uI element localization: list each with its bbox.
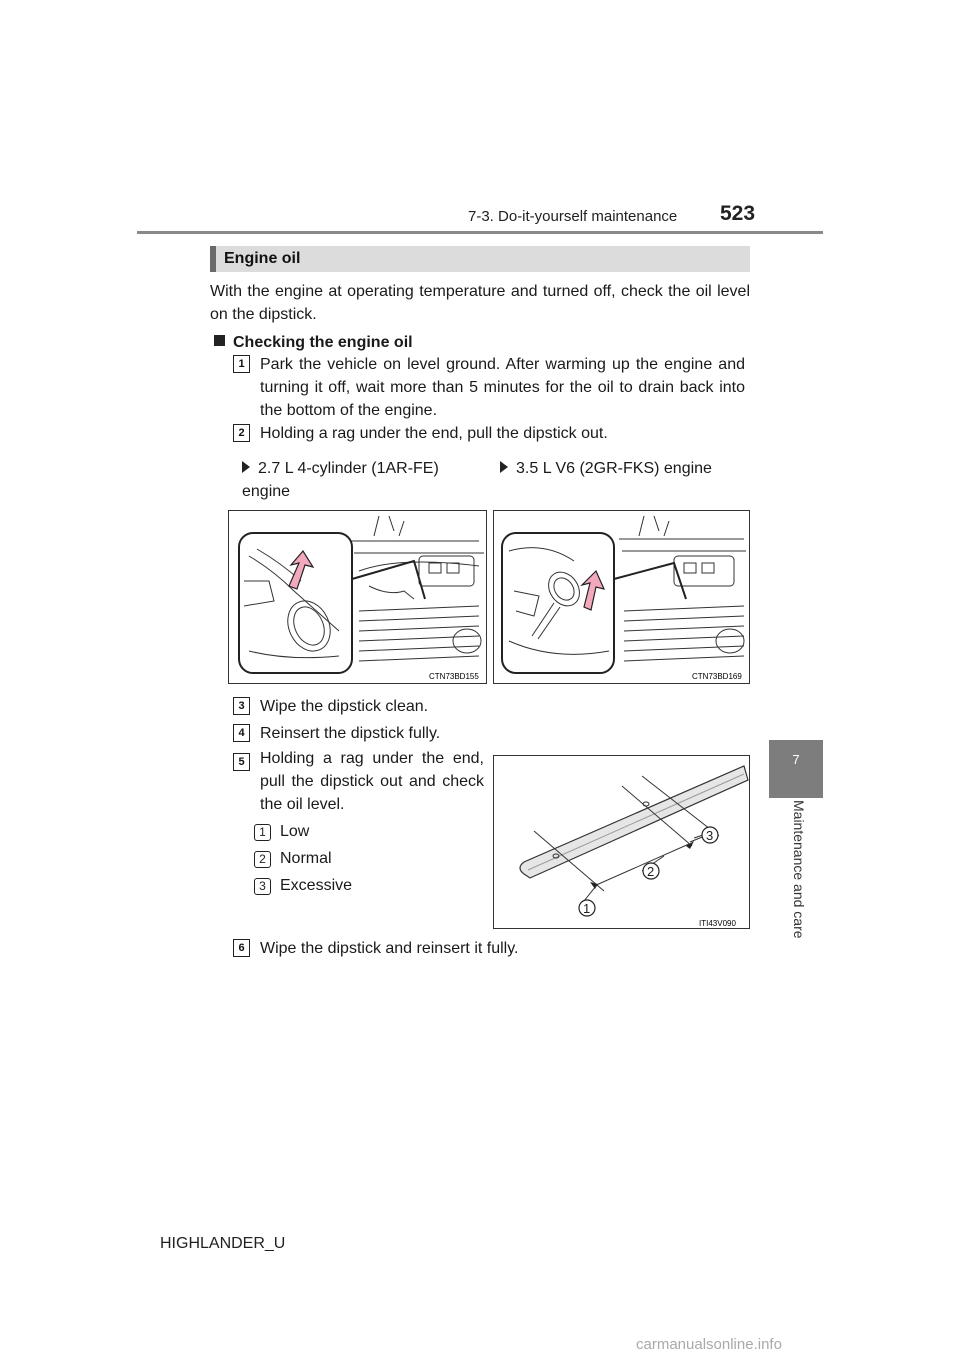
callout-3: 3 xyxy=(706,828,714,843)
subheading-text: Checking the engine oil xyxy=(233,334,413,351)
engine-illustration-4cyl xyxy=(229,511,487,684)
section-title-accent xyxy=(210,246,216,272)
step-text: Wipe the dipstick and reinsert it fully. xyxy=(260,940,519,957)
callout-1: 1 xyxy=(583,901,591,916)
step-number-box: 4 xyxy=(233,724,250,742)
engine-figure-4cyl xyxy=(228,510,487,684)
dipstick-figure xyxy=(493,755,750,929)
figure-code: CTN73BD155 xyxy=(429,672,479,681)
triangle-bullet-icon xyxy=(500,461,508,473)
step-text: Reinsert the dipstick fully. xyxy=(260,725,441,742)
legend-number: 3 xyxy=(254,878,271,895)
legend-number: 2 xyxy=(254,851,271,868)
intro-paragraph: With the engine at operating temperature and turned off, check the oil level on the dipstick. xyxy=(210,283,750,323)
figure-code: ITI43V090 xyxy=(699,919,736,928)
step-number-box: 6 xyxy=(233,939,250,957)
step-text: Park the vehicle on level ground. After warming up the engine and turning it off, wait more than 5 minutes for the oil to drain back into the bottom of the engine. xyxy=(260,356,745,419)
chapter-tab xyxy=(769,740,823,798)
legend-label: Excessive xyxy=(280,877,353,894)
step-number-box: 1 xyxy=(233,355,250,373)
section-title: Engine oil xyxy=(224,250,301,267)
subheading xyxy=(214,331,413,354)
step-number-box: 3 xyxy=(233,697,250,715)
watermark: carmanualsonline.info xyxy=(636,1336,782,1353)
legend-label: Normal xyxy=(280,850,332,867)
step-number-box: 2 xyxy=(233,424,250,442)
legend-label: Low xyxy=(280,823,310,840)
engine-illustration-v6 xyxy=(494,511,750,684)
step-text: Holding a rag under the end, pull the dipstick out. xyxy=(260,425,608,442)
header-section-title: 7-3. Do-it-yourself maintenance xyxy=(468,208,678,225)
page-number: 523 xyxy=(720,202,756,225)
callout-2: 2 xyxy=(647,864,655,879)
footer-model: HIGHLANDER_U xyxy=(160,1235,286,1252)
triangle-bullet-icon xyxy=(242,461,250,473)
chapter-tab-label: Maintenance and care xyxy=(791,800,807,939)
square-bullet-icon xyxy=(214,335,225,346)
chapter-tab-number: 7 xyxy=(792,752,800,767)
engine-figure-v6 xyxy=(493,510,750,684)
variant-label: 3.5 L V6 (2GR-FKS) engine xyxy=(500,457,750,480)
figure-code: CTN73BD169 xyxy=(692,672,742,681)
step-number-box: 5 xyxy=(233,753,250,771)
variant-label: 2.7 L 4-cylinder (1AR-FE) engine xyxy=(242,460,439,500)
header-rule xyxy=(137,231,823,234)
step-text: Wipe the dipstick clean. xyxy=(260,698,429,715)
dipstick-illustration xyxy=(494,756,750,929)
step-text: Holding a rag under the end, pull the dipstick out and check the oil level. xyxy=(260,750,484,813)
legend-number: 1 xyxy=(254,824,271,841)
